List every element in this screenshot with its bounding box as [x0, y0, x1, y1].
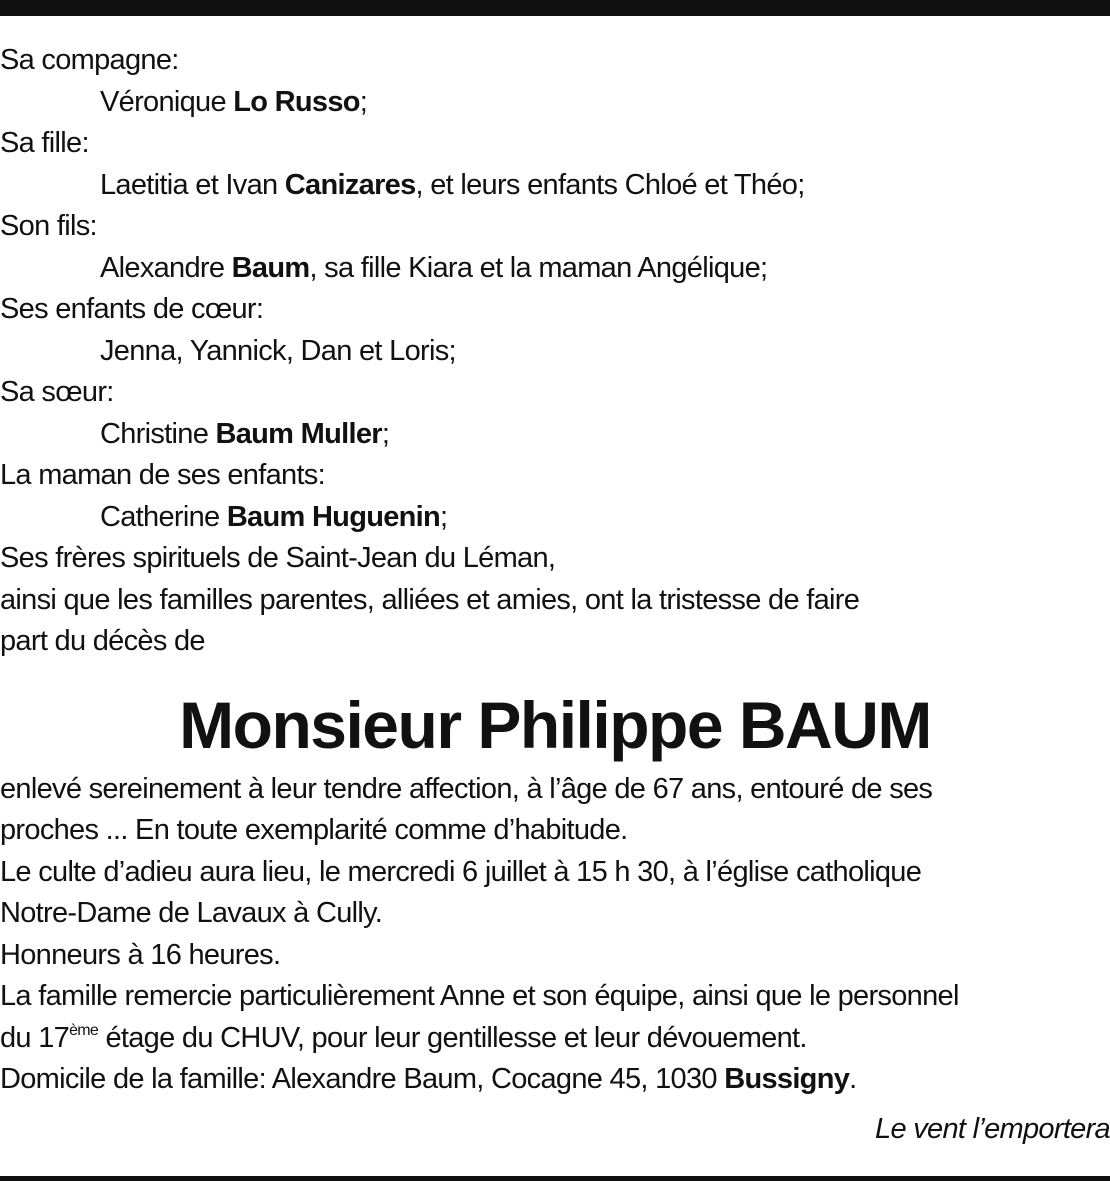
daughter-name: Laetitia et Ivan Canizares, et leurs enfants Chloé et Théo; — [100, 168, 805, 201]
notice-line-7: du 17ème étage du CHUV, pour leur gentillesse et leur dévouement. — [0, 1021, 807, 1054]
families-line-2: part du décès de — [0, 625, 205, 657]
obituary-notice — [0, 40, 1110, 1150]
top-rule — [0, 0, 1110, 16]
notice-line-5: Honneurs à 16 heures. — [0, 938, 281, 971]
notice-line-8: Domicile de la famille: Alexandre Baum, Cocagne 45, 1030 Bussigny. — [0, 1063, 857, 1095]
sister-name: Christine Baum Muller; — [100, 417, 390, 450]
notice-line-4: Notre-Dame de Lavaux à Cully. — [0, 897, 383, 929]
notice-line-2: proches ... En toute exemplarité comme d’habitude. — [0, 814, 628, 846]
notice-line-6: La famille remercie particulièrement Anne et son équipe, ainsi que le personnel — [0, 980, 959, 1012]
companion-name: Véronique Lo Russo; — [100, 85, 368, 118]
companion-label: Sa compagne: — [0, 44, 179, 76]
deceased-name: Monsieur Philippe BAUM — [179, 687, 931, 762]
heart-children-label: Ses enfants de cœur: — [0, 293, 264, 325]
bottom-rule — [0, 1176, 1110, 1181]
notice-line-3: Le culte d’adieu aura lieu, le mercredi 6 juillet à 15 h 30, à l’église catholique — [0, 855, 922, 888]
son-name: Alexandre Baum, sa fille Kiara et la maman Angélique; — [100, 251, 768, 284]
spiritual-brothers: Ses frères spirituels de Saint-Jean du Léman, — [0, 542, 556, 574]
families-line-1: ainsi que les familles parentes, alliées et amies, ont la tristesse de faire — [0, 583, 860, 616]
sister-label: Sa sœur: — [0, 376, 114, 408]
signature-quote: Le vent l’emportera — [875, 1112, 1110, 1145]
notice-line-1: enlevé sereinement à leur tendre affection, à l’âge de 67 ans, entouré de ses — [0, 772, 933, 805]
daughter-label: Sa fille: — [0, 127, 89, 159]
mother-name: Catherine Baum Huguenin; — [100, 500, 448, 533]
mother-label: La maman de ses enfants: — [0, 459, 325, 491]
son-label: Son fils: — [0, 210, 97, 242]
ordinal-superscript: ème — [69, 1021, 99, 1039]
heart-children-names: Jenna, Yannick, Dan et Loris; — [100, 334, 456, 367]
